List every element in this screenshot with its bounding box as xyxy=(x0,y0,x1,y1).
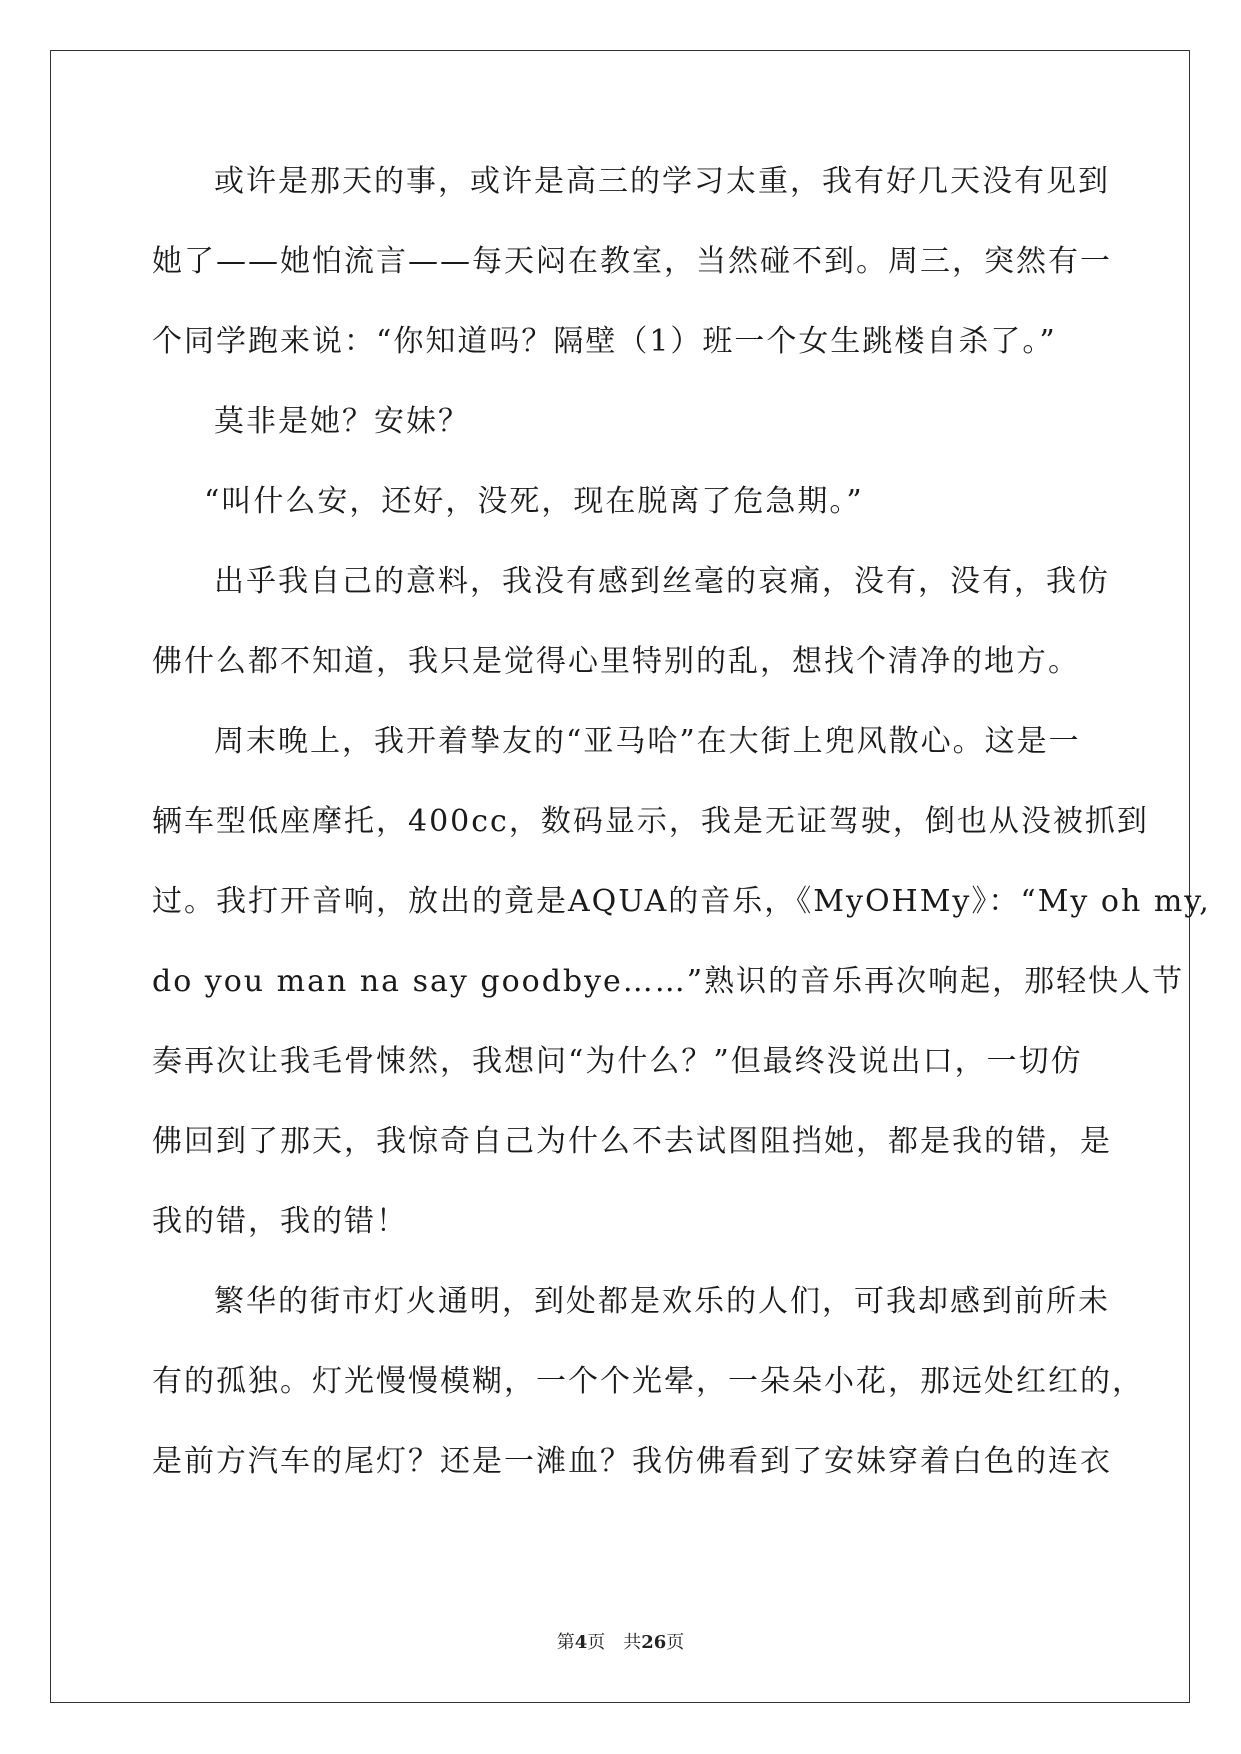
text-line: 是前方汽车的尾灯？还是一滩血？我仿佛看到了安妹穿着白色的连衣 xyxy=(152,1444,1112,1479)
text-line: 辆车型低座摩托，400cc，数码显示，我是无证驾驶，倒也从没被抓到 xyxy=(152,804,1149,839)
total-pages-number: 26 xyxy=(641,1632,667,1653)
text-line: 出乎我自己的意料，我没有感到丝毫的哀痛，没有，没有，我仿 xyxy=(214,564,1110,599)
text-line: 有的孤独。灯光慢慢模糊，一个个光晕，一朵朵小花，那远处红红的， xyxy=(152,1364,1144,1399)
text-line: do you man na say goodbye……”熟识的音乐再次响起，那轻快人节 xyxy=(152,964,1185,999)
footer-middle: 页 共 xyxy=(587,1632,642,1653)
text-line: “叫什么安，还好，没死，现在脱离了危急期。” xyxy=(204,484,864,519)
text-line: 奏再次让我毛骨悚然，我想问“为什么？”但最终没说出口，一切仿 xyxy=(152,1044,1083,1079)
text-line: 或许是那天的事，或许是高三的学习太重，我有好几天没有见到 xyxy=(214,164,1110,199)
document-body xyxy=(152,162,1211,1522)
footer-suffix: 页 xyxy=(666,1632,685,1653)
text-line: 她了——她怕流言——每天闷在教室，当然碰不到。周三，突然有一 xyxy=(152,244,1112,279)
text-line: 佛什么都不知道，我只是觉得心里特别的乱，想找个清净的地方。 xyxy=(152,644,1080,679)
current-page-number: 4 xyxy=(574,1632,588,1653)
text-line: 莫非是她？安妹？ xyxy=(214,404,470,439)
text-line: 我的错，我的错！ xyxy=(152,1204,408,1239)
text-line: 周末晚上，我开着挚友的“亚马哈”在大街上兜风散心。这是一 xyxy=(214,724,1081,759)
text-line: 过。我打开音响，放出的竟是AQUA的音乐，《MyOHMy》：“My oh my, xyxy=(152,884,1211,919)
text-line: 佛回到了那天，我惊奇自己为什么不去试图阻挡她，都是我的错，是 xyxy=(152,1124,1112,1159)
page-footer xyxy=(0,1628,1241,1654)
text-line: 繁华的街市灯火通明，到处都是欢乐的人们，可我却感到前所未 xyxy=(214,1284,1110,1319)
text-line: 个同学跑来说：“你知道吗？隔壁（1）班一个女生跳楼自杀了。” xyxy=(152,324,1057,359)
footer-prefix: 第 xyxy=(556,1632,575,1653)
